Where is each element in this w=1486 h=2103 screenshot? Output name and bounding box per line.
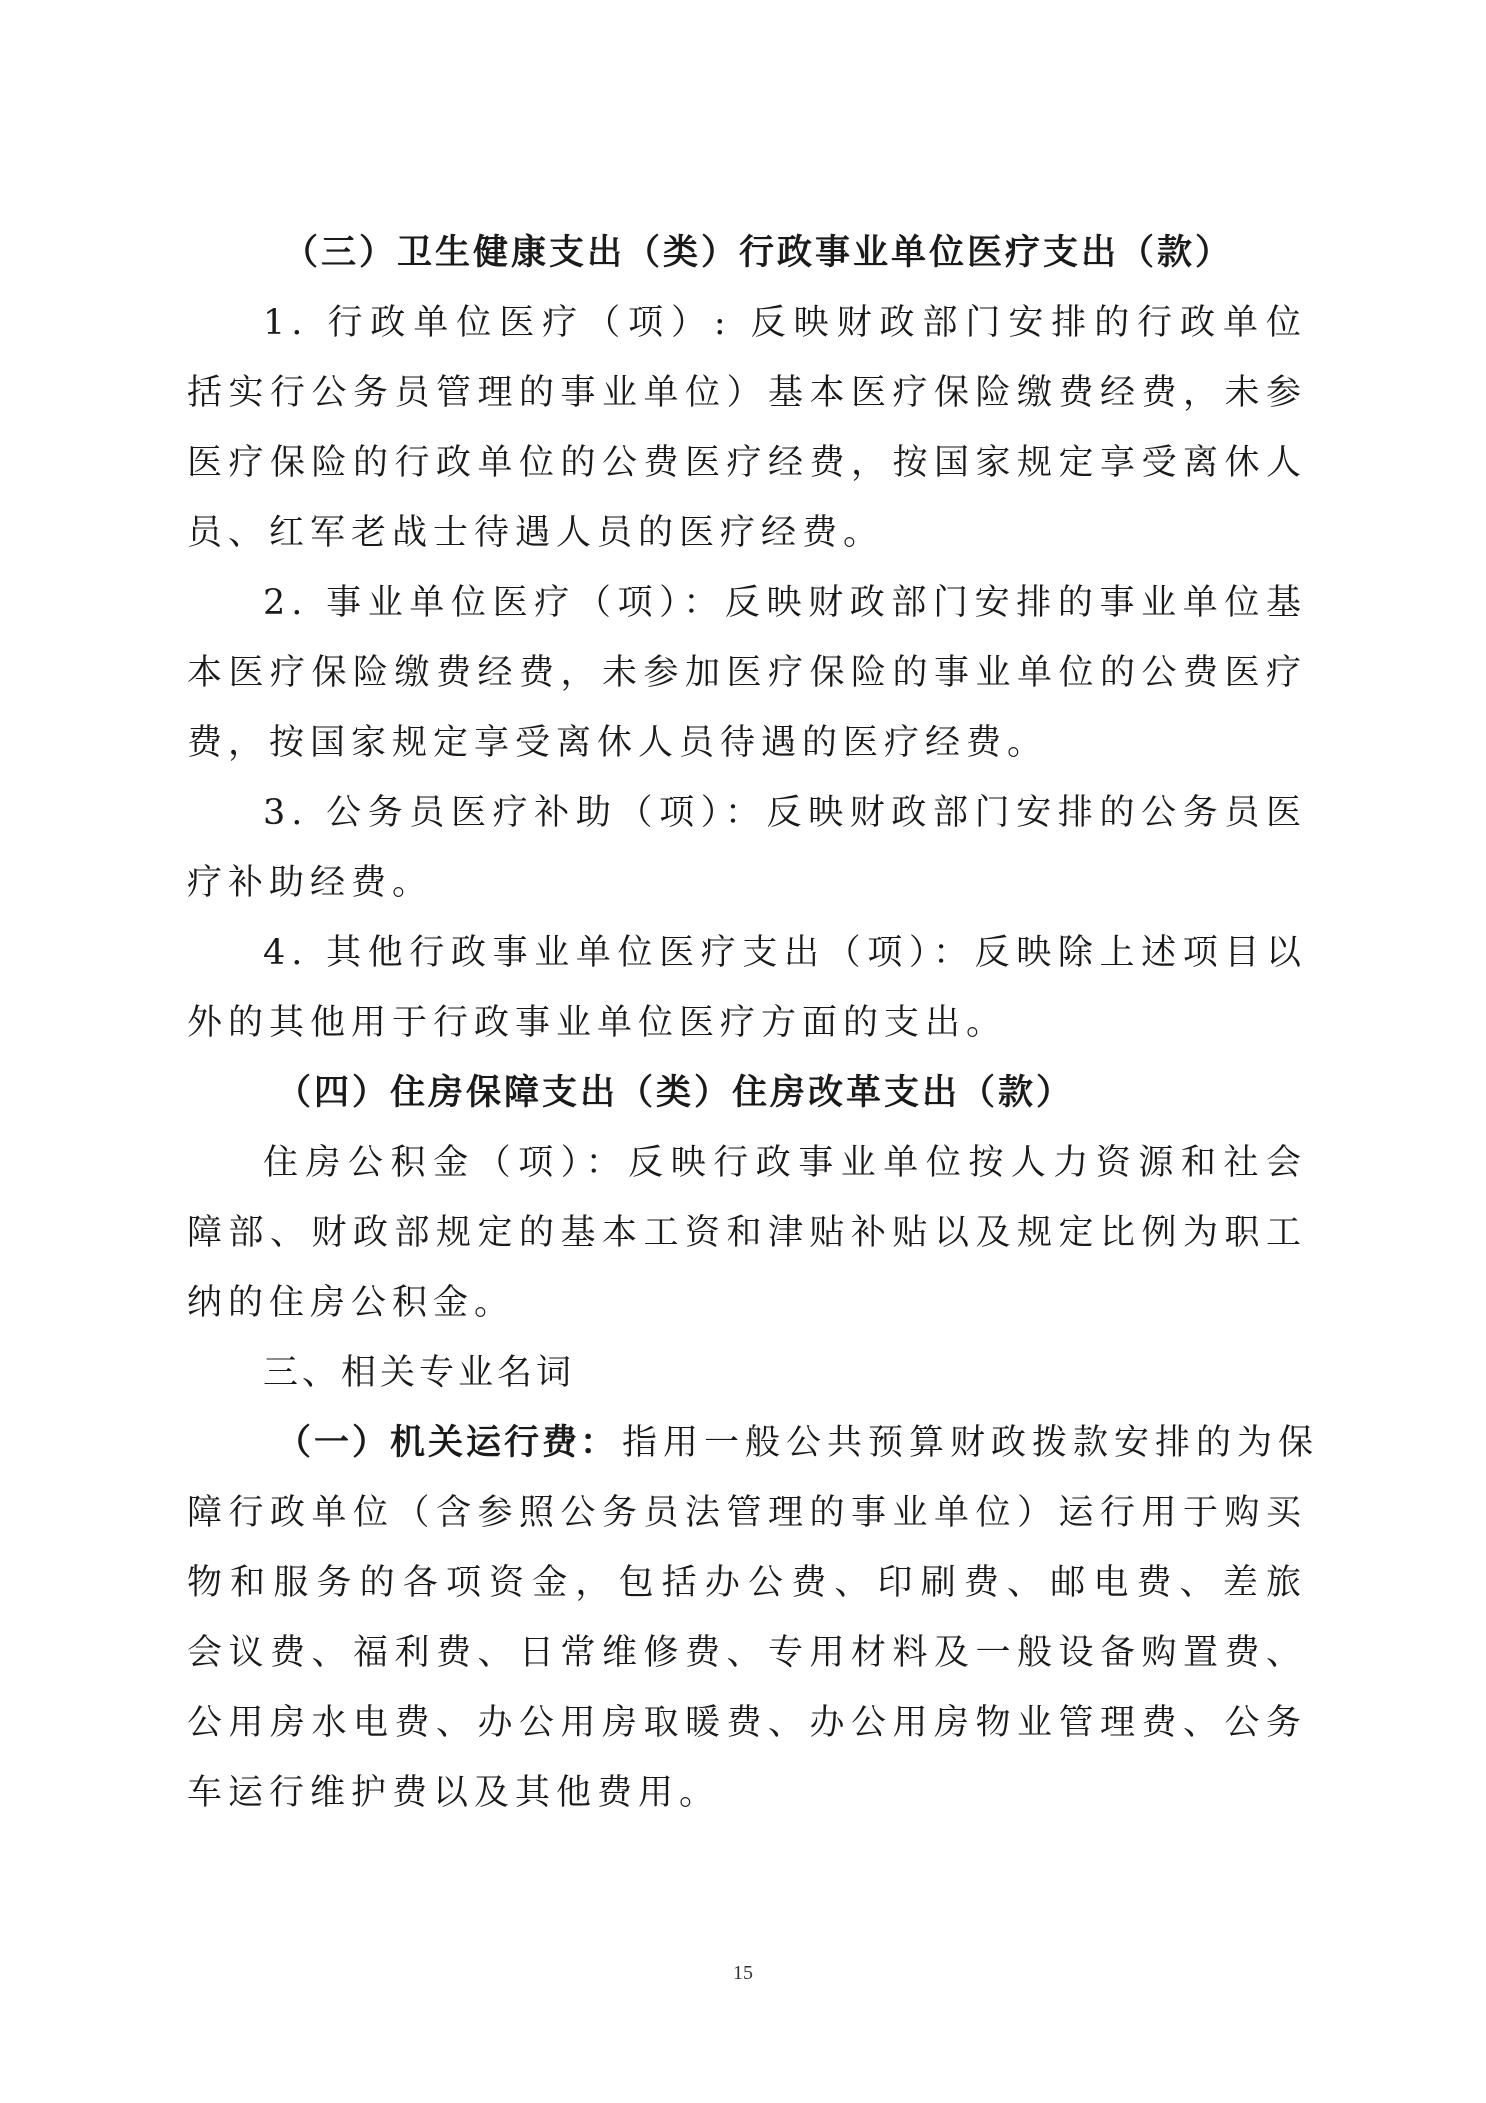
paragraph-line: 员、红军老战士待遇人员的医疗经费。 <box>187 513 885 553</box>
paragraph-line: 疗补助经费。 <box>187 863 434 903</box>
paragraph-line: 医疗保险的行政单位的公费医疗经费，按国家规定享受离休人 <box>187 443 1307 483</box>
term-label: （一）机关运行费： <box>276 1423 619 1463</box>
paragraph-line: 费，按国家规定享受离休人员待遇的医疗经费。 <box>187 723 1049 763</box>
paragraph-line: 障行政单位（含参照公务员法管理的事业单位）运行用于购买 <box>187 1493 1307 1533</box>
paragraph-line: 括实行公务员管理的事业单位）基本医疗保险缴费经费，未参 <box>187 373 1307 413</box>
paragraph-line: 纳的住房公积金。 <box>187 1283 516 1323</box>
section-heading-housing: （四）住房保障支出（类）住房改革支出（款） <box>276 1073 1075 1113</box>
term-text: 指用一般公共预算财政拨款安排的为保 <box>622 1423 1320 1463</box>
paragraph-line: 会议费、福利费、日常维修费、专用材料及一般设备购置费、 <box>187 1633 1307 1673</box>
paragraph-line: 车运行维护费以及其他费用。 <box>187 1773 721 1813</box>
paragraph-line: 障部、财政部规定的基本工资和津贴补贴以及规定比例为职工 <box>187 1213 1307 1253</box>
paragraph-line: 公用房水电费、办公用房取暖费、办公用房物业管理费、公务 <box>187 1703 1307 1743</box>
paragraph-line: 外的其他用于行政事业单位医疗方面的支出。 <box>187 1003 1008 1043</box>
paragraph-line: 物和服务的各项资金，包括办公费、印刷费、邮电费、差旅 <box>187 1563 1307 1603</box>
term-line-first <box>276 1420 1320 1466</box>
paragraph-line: 1. 行政单位医疗（项）: 反映财政部门安排的行政单位 <box>263 303 1307 343</box>
paragraph-line: 3. 公务员医疗补助（项）：反映财政部门安排的公务员医 <box>263 793 1307 833</box>
paragraph-line: 2. 事业单位医疗（项）：反映财政部门安排的事业单位基 <box>263 583 1307 623</box>
section-heading-health: （三）卫生健康支出（类）行政事业单位医疗支出（款） <box>283 233 1234 273</box>
paragraph-line: 本医疗保险缴费经费，未参加医疗保险的事业单位的公费医疗 <box>187 653 1307 693</box>
part-heading-terms: 三、相关专业名词 <box>263 1353 576 1393</box>
paragraph-line: 4. 其他行政事业单位医疗支出（项）：反映除上述项目以 <box>263 933 1307 973</box>
paragraph-line: 住房公积金（项）：反映行政事业单位按人力资源和社会 <box>263 1143 1307 1183</box>
page-number: 15 <box>733 1962 753 1984</box>
